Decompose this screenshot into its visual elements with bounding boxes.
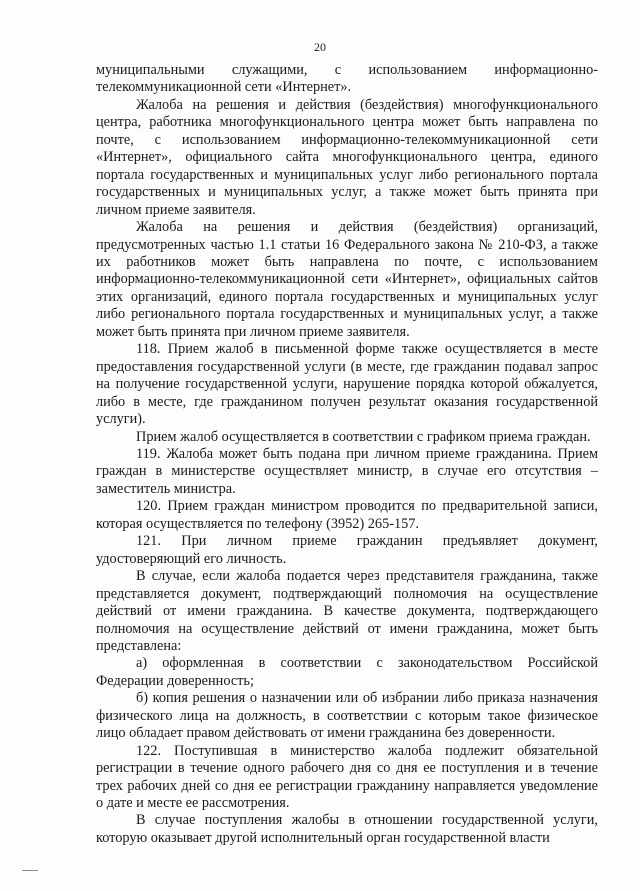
paragraph-mfc-complaint: Жалоба на решения и действия (бездействия) многофункционального центра, работника многофункционального центра может быть направлена по почте, с использованием информационно-телекоммуникационной сети «Интернет», официального сайта многофункционального центра, единого портала государственных и муниципальных услуг либо регионального портала государственных и муниципальных услуг, а также может быть принята при личном приеме заявителя. bbox=[96, 96, 598, 218]
paragraph-other-authority: В случае поступления жалобы в отношении государственной услуги, которую оказывает другой исполнительный орган государственной власти bbox=[96, 812, 598, 846]
scan-edge-mark bbox=[22, 870, 38, 871]
document-body bbox=[96, 62, 598, 847]
paragraph-122: 122. Поступившая в министерство жалоба подлежит обязательной регистрации в течение одного рабочего дня со дня ее поступления и в течение трех рабочих дней со дня ее регистрации гражданину направляется уведомление о дате и месте ее рассмотрения. bbox=[96, 742, 598, 812]
paragraph-121: 121. При личном приеме гражданин предъявляет документ, удостоверяющий его личность. bbox=[96, 533, 598, 567]
paragraph-continuation: муниципальными служащими, с использованием информационно-телекоммуникационной сети «Интернет». bbox=[96, 62, 598, 96]
paragraph-118: 118. Прием жалоб в письменной форме также осуществляется в месте предоставления государственной услуги (в месте, где гражданин подавал запрос на получение государственной услуги, нарушение порядка которой обжалуется, либо в месте, где гражданином получен результат оказания государственной услуги). bbox=[96, 341, 598, 428]
list-item-b: б) копия решения о назначении или об избрании либо приказа назначения физического лица на должность, в соответствии с которым такое физическое лицо обладает правом действовать от имени гражданина без доверенности. bbox=[96, 690, 598, 742]
list-item-a: а) оформленная в соответствии с законодательством Российской Федерации доверенность; bbox=[96, 655, 598, 689]
paragraph-120: 120. Прием граждан министром проводится по предварительной записи, которая осуществляется по телефону (3952) 265-157. bbox=[96, 498, 598, 532]
page-number: 20 bbox=[314, 40, 326, 54]
paragraph-organizations-complaint: Жалоба на решения и действия (бездействия) организаций, предусмотренных частью 1.1 статьи 16 Федерального закона № 210-ФЗ, а также их работников может быть направлена по почте, с использованием информационно-телекоммуникационной сети «Интернет», официальных сайтов этих организаций, единого портала государственных и муниципальных услуг либо регионального портала государственных и муниципальных услуг, а также может быть принята при личном приеме заявителя. bbox=[96, 219, 598, 340]
paragraph-119: 119. Жалоба может быть подана при личном приеме гражданина. Прием граждан в министерстве осуществляет министр, в случае его отсутствия – заместитель министра. bbox=[96, 445, 598, 497]
paragraph-representative: В случае, если жалоба подается через представителя гражданина, также представляется документ, подтверждающий полномочия на осуществление действий от имени гражданина. В качестве документа, подтверждающего полномочия на осуществление действий от имени гражданина, может быть представлена: bbox=[96, 568, 598, 654]
paragraph-reception-schedule: Прием жалоб осуществляется в соответствии с графиком приема граждан. bbox=[136, 428, 591, 445]
